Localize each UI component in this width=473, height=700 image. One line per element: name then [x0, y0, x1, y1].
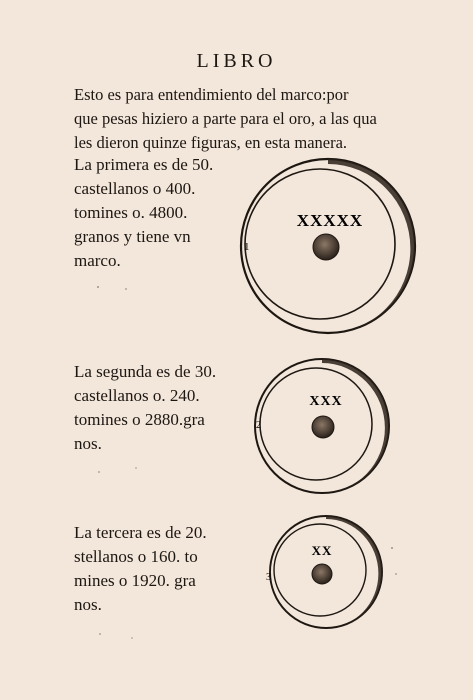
entry-line: La tercera es de 20. [74, 523, 207, 542]
crescent-shading [326, 516, 382, 628]
entry-line: mines o 1920. gra [74, 571, 196, 590]
center-boss-icon [312, 564, 332, 584]
entry-line: stellanos o 160. to [74, 547, 198, 566]
entry-line: nos. [74, 434, 102, 453]
entry-line: nos. [74, 595, 102, 614]
center-boss-icon [312, 416, 334, 438]
page-heading: LIBRO [196, 50, 277, 72]
ink-specks [97, 286, 397, 639]
entry-line: tomines o. 4800. [74, 203, 188, 222]
entry-line: tomines o 2880.gra [74, 410, 205, 429]
center-boss-icon [313, 234, 339, 260]
crescent-shading [328, 159, 415, 333]
side-numeral: 2 [256, 420, 261, 431]
side-numeral: 3 [266, 572, 271, 583]
entry-line: La segunda es de 30. [74, 362, 217, 381]
weight-mark: XXXXX [296, 211, 364, 230]
weight-figure-third [266, 516, 382, 628]
entry-line: marco. [74, 251, 121, 270]
weight-figure-first [241, 159, 415, 333]
entry-line: granos y tiene vn [74, 227, 191, 246]
weight-figure-second [255, 359, 389, 493]
intro-line: les dieron quinze figuras, en esta manera. [74, 133, 348, 152]
weight-mark: XXX [309, 394, 343, 409]
intro-line: que pesas hiziero a parte para el oro, a las qua [74, 109, 377, 128]
intro-line: Esto es para entendimiento del marco:por [74, 85, 349, 104]
entry-line: castellanos o 400. [74, 179, 196, 198]
entry-line: La primera es de 50. [74, 155, 214, 174]
weight-mark: XX [311, 543, 333, 558]
side-numeral: 1 [244, 241, 250, 253]
entry-line: castellanos o. 240. [74, 386, 200, 405]
